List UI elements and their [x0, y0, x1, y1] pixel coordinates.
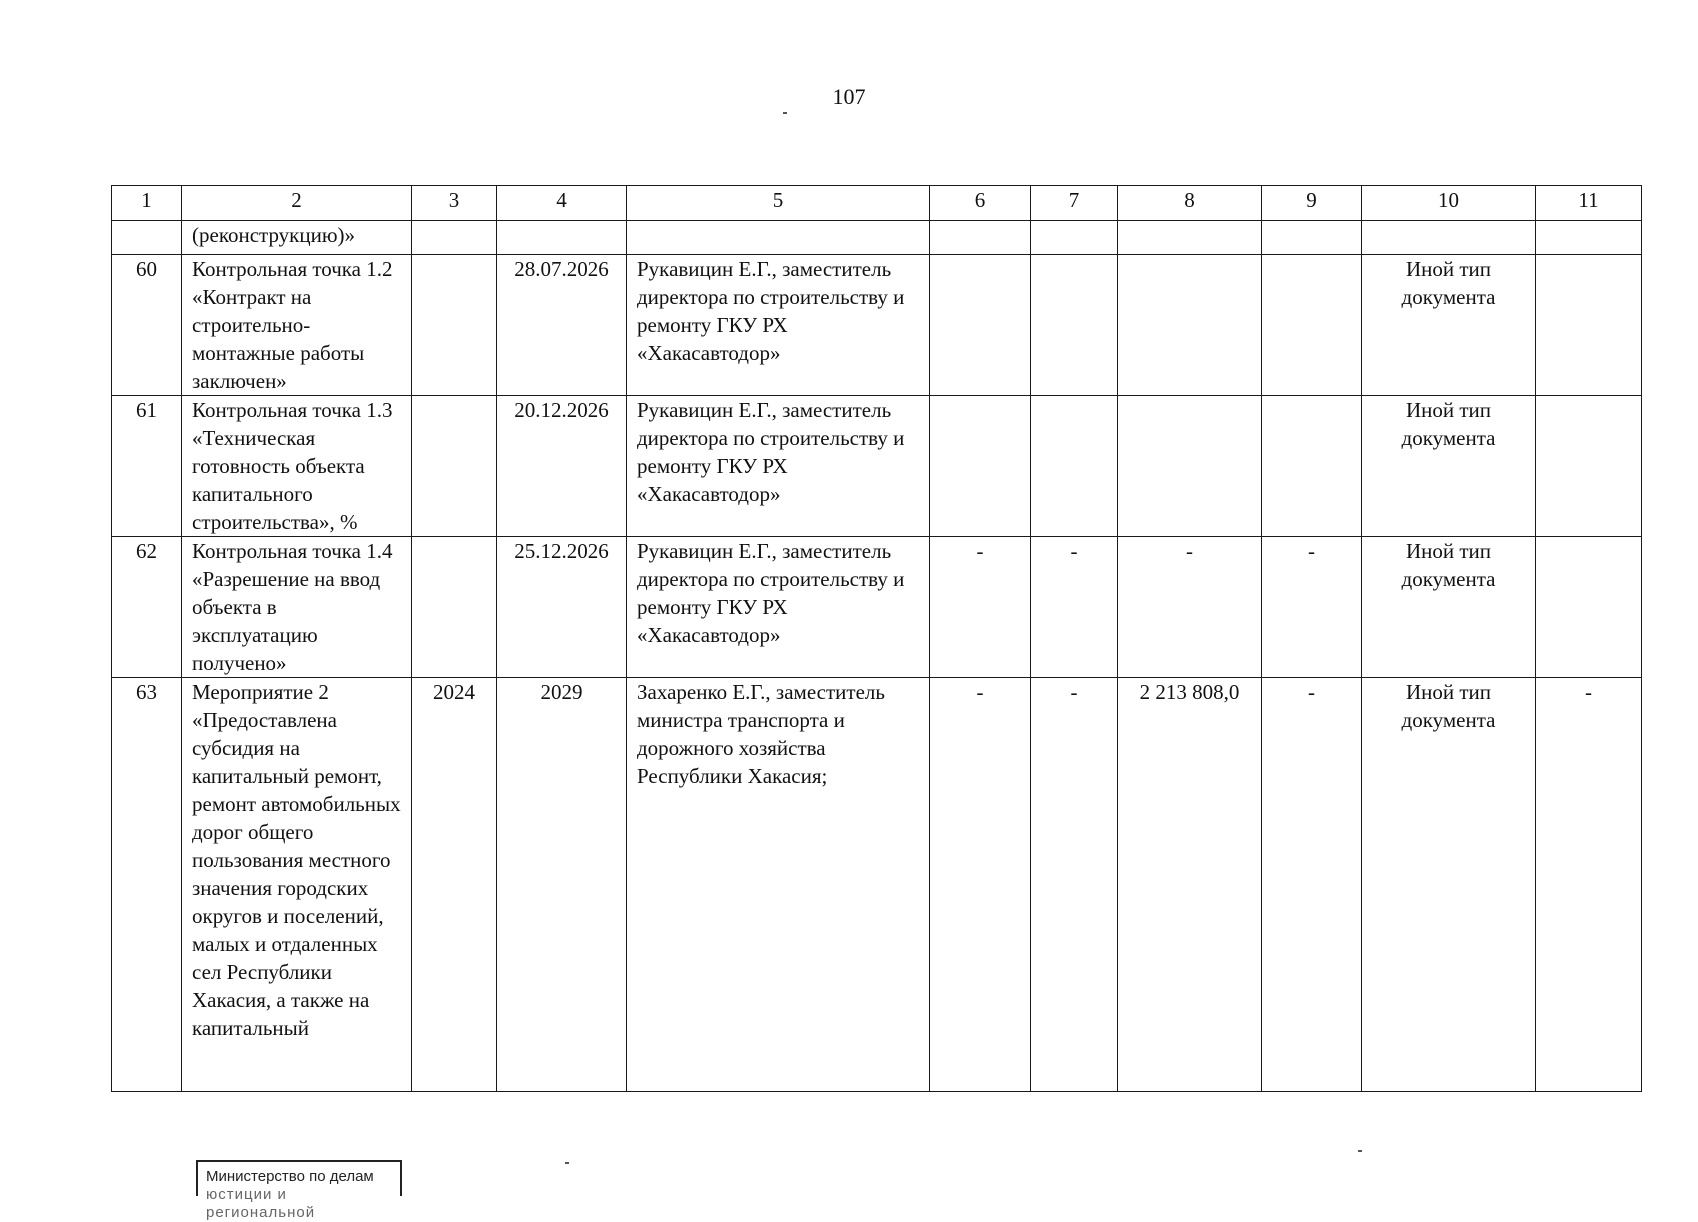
cell-col-9 — [1262, 255, 1362, 396]
col-number-2: 2 — [182, 186, 412, 221]
row-number: 60 — [112, 255, 182, 396]
document-type: Иной тип документа — [1362, 396, 1536, 537]
cell-col-7: - — [1031, 678, 1118, 1092]
start-year — [412, 537, 497, 678]
cell-col-9 — [1262, 396, 1362, 537]
cell-col-11 — [1536, 537, 1642, 678]
cell-col-11: - — [1536, 678, 1642, 1092]
start-year: 2024 — [412, 678, 497, 1092]
table-row — [112, 537, 1642, 678]
row-number — [112, 221, 182, 255]
table-row — [112, 255, 1642, 396]
cell-col-6: - — [930, 678, 1031, 1092]
deadline — [497, 221, 627, 255]
document-type — [1362, 221, 1536, 255]
table-row — [112, 678, 1642, 1092]
table-row — [112, 221, 1642, 255]
row-number: 61 — [112, 396, 182, 537]
cell-col-7 — [1031, 221, 1118, 255]
deadline: 2029 — [497, 678, 627, 1092]
scan-speck — [1358, 1150, 1362, 1152]
col-number-9: 9 — [1262, 186, 1362, 221]
col-number-10: 10 — [1362, 186, 1536, 221]
col-number-8: 8 — [1118, 186, 1262, 221]
document-type: Иной тип документа — [1362, 255, 1536, 396]
plan-table — [111, 185, 1642, 1092]
stamp-line-1: Министерство по делам — [206, 1168, 374, 1185]
responsible: Рукавицин Е.Г., заместитель директора по строительству и ремонту ГКУ РХ «Хакасавтодор» — [627, 537, 930, 678]
event-name: Контрольная точка 1.2 «Контракт на строительно-монтажные работы заключен» — [182, 255, 412, 396]
scan-speck — [783, 112, 787, 114]
start-year — [412, 255, 497, 396]
cell-col-8: - — [1118, 537, 1262, 678]
cell-col-6: - — [930, 537, 1031, 678]
stamp-line-2: юстиции и региональной — [206, 1186, 316, 1221]
col-number-7: 7 — [1031, 186, 1118, 221]
event-name: Контрольная точка 1.3 «Техническая готовность объекта капитального строительства», % — [182, 396, 412, 537]
cell-col-11 — [1536, 255, 1642, 396]
deadline: 25.12.2026 — [497, 537, 627, 678]
row-number: 63 — [112, 678, 182, 1092]
col-number-4: 4 — [497, 186, 627, 221]
cell-col-7 — [1031, 255, 1118, 396]
cell-col-6 — [930, 396, 1031, 537]
cell-col-8 — [1118, 396, 1262, 537]
deadline: 20.12.2026 — [497, 396, 627, 537]
document-type: Иной тип документа — [1362, 678, 1536, 1092]
start-year — [412, 396, 497, 537]
event-name: Мероприятие 2 «Предоставлена субсидия на капитальный ремонт, ремонт автомобильных дорог общего пользования местного значения городских округов и поселений, малых и отдаленных сел Республики Хакасия, а также на капитальный — [182, 678, 412, 1092]
responsible: Рукавицин Е.Г., заместитель директора по строительству и ремонту ГКУ РХ «Хакасавтодор» — [627, 396, 930, 537]
responsible: Захаренко Е.Г., заместитель министра транспорта и дорожного хозяйства Республики Хакасия; — [627, 678, 930, 1092]
funding-amount: 2 213 808,0 — [1118, 678, 1262, 1092]
responsible — [627, 221, 930, 255]
cell-col-7: - — [1031, 537, 1118, 678]
cell-col-6 — [930, 221, 1031, 255]
col-number-11: 11 — [1536, 186, 1642, 221]
event-name: Контрольная точка 1.4 «Разрешение на ввод объекта в эксплуатацию получено» — [182, 537, 412, 678]
table-row — [112, 396, 1642, 537]
col-number-3: 3 — [412, 186, 497, 221]
col-number-6: 6 — [930, 186, 1031, 221]
cell-col-11 — [1536, 396, 1642, 537]
col-number-5: 5 — [627, 186, 930, 221]
cell-col-9: - — [1262, 537, 1362, 678]
col-number-1: 1 — [112, 186, 182, 221]
scan-speck — [565, 1162, 569, 1164]
deadline: 28.07.2026 — [497, 255, 627, 396]
document-type: Иной тип документа — [1362, 537, 1536, 678]
cell-col-7 — [1031, 396, 1118, 537]
column-number-row — [112, 186, 1642, 221]
cell-col-9: - — [1262, 678, 1362, 1092]
cell-col-8 — [1118, 255, 1262, 396]
cell-col-8 — [1118, 221, 1262, 255]
page-number: 107 — [832, 84, 866, 109]
cell-col-11 — [1536, 221, 1642, 255]
registration-stamp — [196, 1160, 402, 1221]
row-number: 62 — [112, 537, 182, 678]
cell-col-9 — [1262, 221, 1362, 255]
responsible: Рукавицин Е.Г., заместитель директора по строительству и ремонту ГКУ РХ «Хакасавтодор» — [627, 255, 930, 396]
cell-col-6 — [930, 255, 1031, 396]
start-year — [412, 221, 497, 255]
event-name: (реконструкцию)» — [182, 221, 412, 255]
